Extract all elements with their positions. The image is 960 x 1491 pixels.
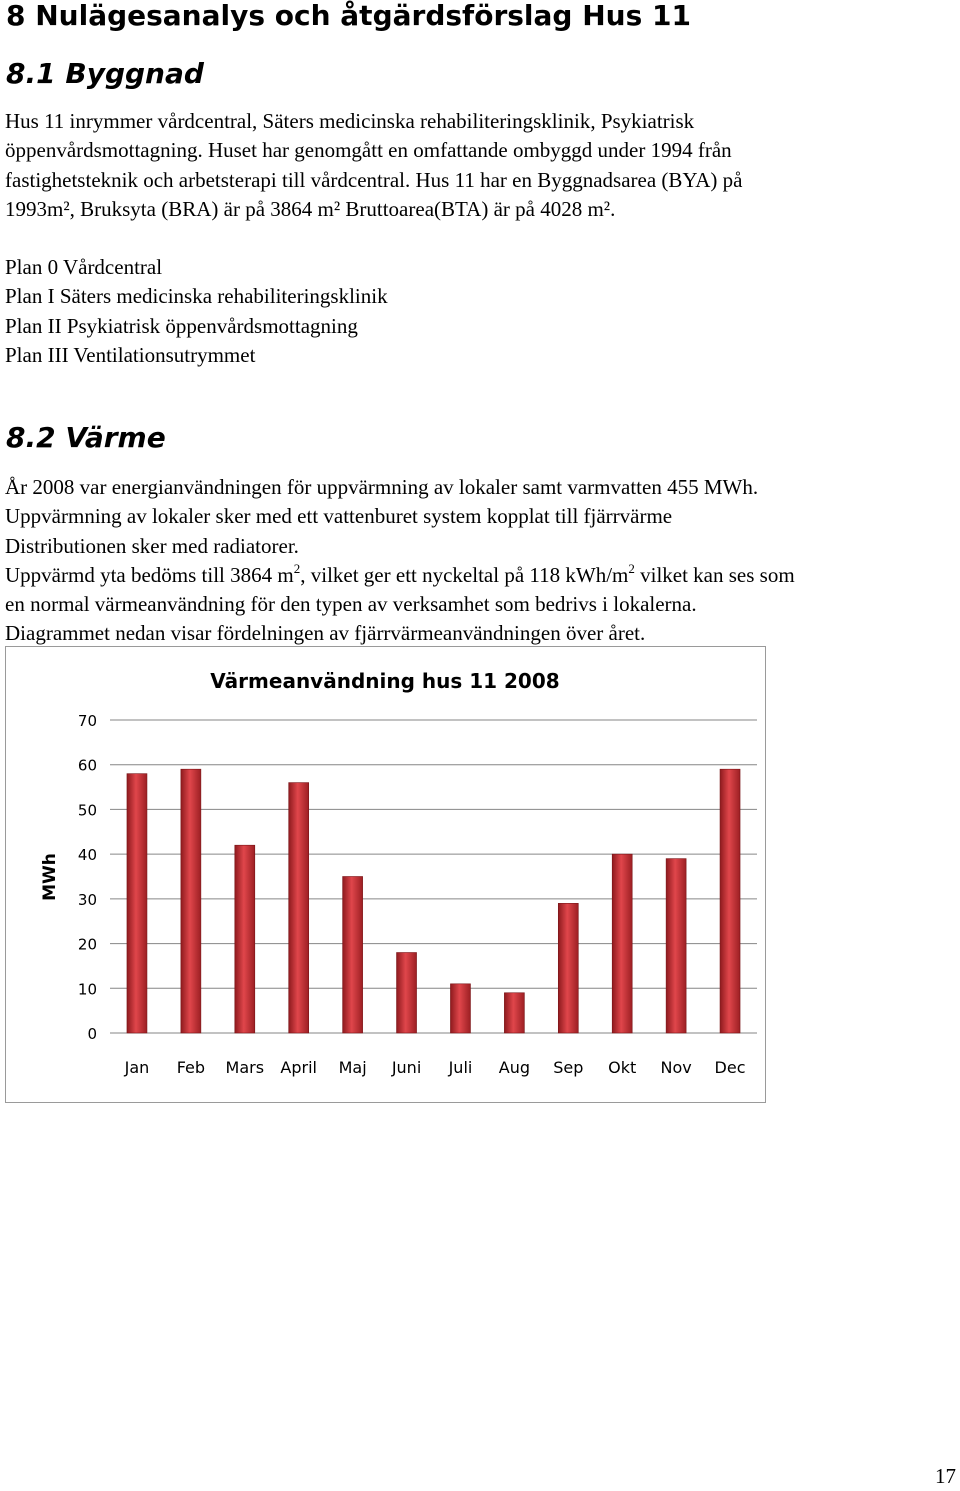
bar	[504, 993, 524, 1033]
chapter-heading: 8 Nulägesanalys och åtgärdsförslag Hus 11	[6, 0, 691, 32]
paragraph-line: en normal värmeanvändning för den typen av verksamhet som bedrivs i lokalerna.	[5, 592, 697, 617]
paragraph-line: År 2008 var energianvändningen för uppvärmning av lokaler samt varmvatten 455 MWh.	[5, 475, 759, 499]
bar	[666, 859, 686, 1033]
bar	[558, 903, 578, 1033]
y-tick-label: 60	[77, 756, 97, 775]
y-tick-label: 50	[77, 801, 97, 820]
y-tick-label: 30	[77, 890, 97, 909]
plan-list	[5, 253, 388, 370]
x-tick-label: Okt	[608, 1058, 637, 1077]
bar	[289, 783, 309, 1033]
paragraph-line: Distributionen sker med radiatorer.	[5, 533, 299, 558]
text-segment: , vilket ger ett nyckeltal på 118 kWh/m	[300, 562, 629, 587]
plan-item: Plan II Psykiatrisk öppenvårdsmottagning	[5, 313, 358, 338]
y-tick-label: 20	[77, 935, 97, 954]
varme-paragraph	[5, 473, 795, 649]
x-tick-label: Nov	[660, 1058, 692, 1077]
paragraph-line: öppenvårdsmottagning. Huset har genomgått en omfattande ombyggd under 1994 från	[5, 138, 732, 163]
page-number: 17	[935, 1464, 956, 1488]
chart-frame	[6, 647, 766, 1103]
bar	[127, 774, 147, 1033]
y-tick-label: 0	[87, 1025, 97, 1043]
paragraph-line: Hus 11 inrymmer vårdcentral, Säters medicinska rehabiliteringsklinik, Psykiatrisk	[5, 109, 695, 133]
bar	[343, 877, 363, 1034]
paragraph-line: Uppvärmning av lokaler sker med ett vattenburet system kopplat till fjärrvärme	[5, 504, 673, 529]
x-tick-label: April	[280, 1058, 317, 1077]
x-tick-label: Aug	[498, 1058, 530, 1077]
superscript: 2	[293, 560, 301, 576]
x-tick-label: Jan	[124, 1058, 150, 1077]
x-tick-label: Dec	[714, 1058, 746, 1077]
paragraph-line: 1993m², Bruksyta (BRA) är på 3864 m² Bruttoarea(BTA) är på 4028 m².	[5, 196, 616, 221]
chart-title: Värmeanvändning hus 11 2008	[210, 669, 560, 693]
plan-item: Plan III Ventilationsutrymmet	[5, 342, 256, 367]
y-axis-label: MWh	[40, 853, 60, 901]
bar	[181, 769, 201, 1033]
bar	[720, 769, 740, 1033]
bar	[235, 845, 255, 1033]
paragraph-line	[5, 561, 795, 590]
y-tick-label: 70	[77, 712, 97, 730]
x-tick-label: Mars	[225, 1058, 265, 1077]
bar	[612, 854, 632, 1033]
bar	[397, 953, 417, 1033]
plan-item: Plan 0 Vårdcentral	[5, 255, 163, 279]
text-segment: vilket kan ses som	[634, 562, 795, 587]
x-tick-label: Feb	[176, 1058, 206, 1077]
heat-usage-bar-chart	[5, 646, 766, 1103]
superscript: 2	[628, 560, 635, 576]
x-tick-label: Maj	[338, 1058, 367, 1077]
section-heading-varme: 8.2 Värme	[6, 421, 166, 454]
text-segment: Uppvärmd yta bedöms till 3864 m	[5, 562, 294, 587]
y-tick-label: 40	[77, 846, 97, 865]
paragraph-line: fastighetsteknik och arbetsterapi till vårdcentral. Hus 11 har en Byggnadsarea (BYA) på	[5, 167, 743, 192]
plan-item: Plan I Säters medicinska rehabiliteringsklinik	[5, 284, 388, 309]
x-tick-label: Juli	[448, 1058, 473, 1077]
section-heading-byggnad: 8.1 Byggnad	[6, 57, 204, 90]
x-tick-label: Sep	[553, 1058, 584, 1077]
y-tick-label: 10	[77, 980, 97, 999]
byggnad-paragraph	[5, 107, 742, 224]
bar	[450, 984, 470, 1033]
paragraph-line: Diagrammet nedan visar fördelningen av fjärrvärmeanvändningen över året.	[5, 621, 646, 646]
x-tick-label: Juni	[391, 1058, 422, 1077]
